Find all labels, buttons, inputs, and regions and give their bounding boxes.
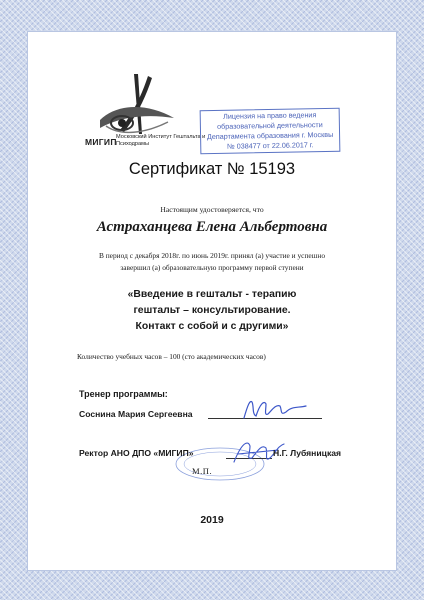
intro-text: Настоящим удостоверяется, что [160,205,264,214]
program-line: Контакт с собой и с другими» [135,321,289,332]
program-line: «Введение в гештальт - терапию [127,289,297,300]
program-title [60,287,364,335]
stamp-line: № 038477 от 22.06.2017 г. [226,140,314,151]
period-line: В период с декабря 2018г. по июнь 2019г. принял (а) участие и успешно [98,251,326,260]
certificate-title: Сертификат № 15193 [128,160,296,178]
seal-place-label: М.П. [192,466,213,476]
period-text [52,250,372,274]
stamp-line: Департамента образования г. Москвы [206,129,334,142]
stamp-line: образовательной деятельности [217,120,323,131]
rector-name: Н.Г. Лубяницкая [273,448,342,458]
program-line: гештальт – консультирование. [133,305,291,316]
trainer-label: Тренер программы: [79,389,168,399]
rector-label: Ректор АНО ДПО «МИГИП» [79,448,194,458]
license-stamp [200,108,341,154]
hours-text: Количество учебных часов – 100 (сто академических часов) [77,352,266,361]
recipient-name: Астраханцева Елена Альбертовна [96,219,328,235]
logo-institute-name: Московский Институт Гештальта и Психодрамы [116,134,206,147]
period-line: завершил (а) образовательную программу первой ступени [120,263,304,272]
trainer-signature-icon [236,394,316,424]
stamp-line: Лицензия на право ведения [223,110,317,121]
logo-abbreviation: МИГИП [85,137,117,147]
trainer-name: Соснина Мария Сергеевна [79,409,193,419]
certificate-year: 2019 [200,514,224,526]
